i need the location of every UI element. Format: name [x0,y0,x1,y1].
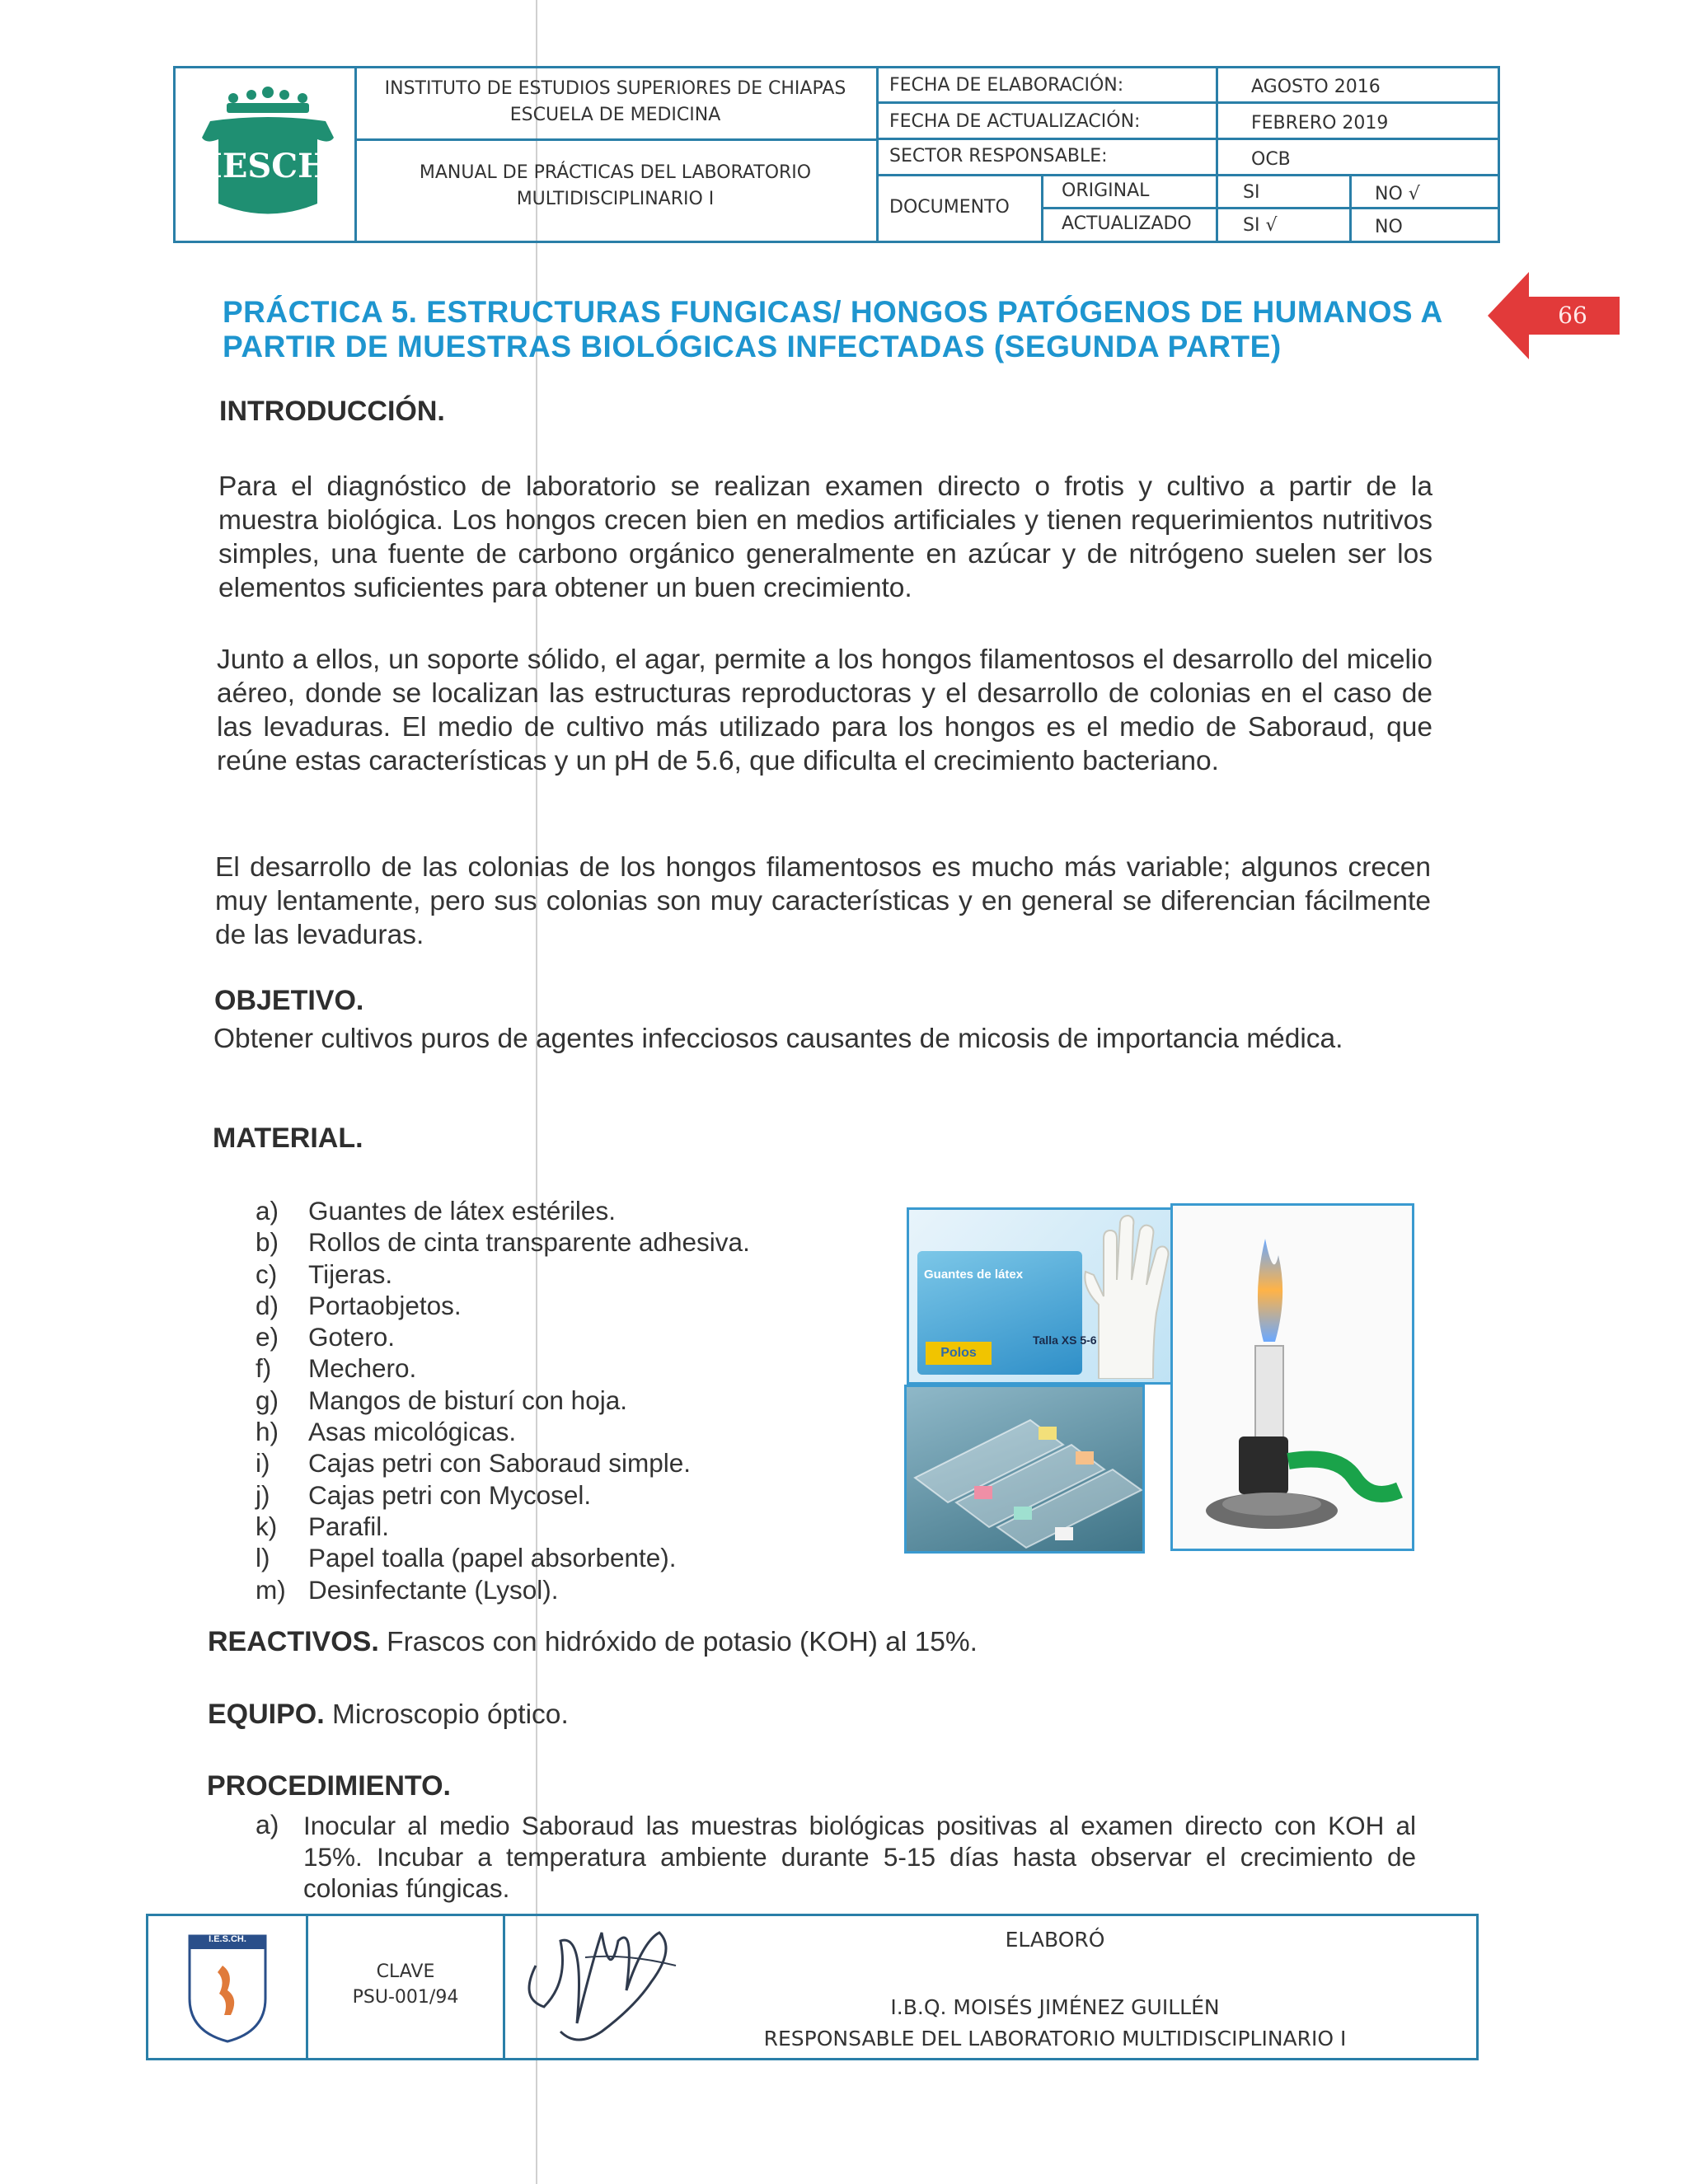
gloves-box-brand: Polos [926,1342,992,1365]
list-item [256,1447,750,1479]
material-heading: MATERIAL. [213,1122,363,1154]
list-item-letter: b) [256,1227,279,1258]
document-header-table [173,66,1500,243]
equipo-text: Microscopio óptico. [332,1699,569,1730]
intro-paragraph-2: Junto a ellos, un soporte sólido, el agar, permite a los hongos filamentosos el desarrollo del micelio aéreo, donde se localizan las estructuras reproductoras y el desarrollo de colonias en el caso de las levaduras. El medio de cultivo más utilizado para los hongos es el medio de Saboraud, que reúne estas características y un pH de 5.6, que dificulta el crecimiento bacteriano. [217,644,1432,776]
list-item-text: Cajas petri con Mycosel. [308,1479,592,1510]
list-item [256,1416,750,1447]
list-item [256,1195,750,1226]
list-item-letter: i) [256,1448,270,1479]
list-item [256,1511,750,1542]
slides-image [904,1385,1145,1554]
list-item-letter: g) [256,1385,279,1415]
original-no: NO √ [1375,184,1420,204]
author-role: RESPONSABLE DEL LABORATORIO MULTIDISCIPLINARIO I [763,2027,1347,2050]
list-item [256,1574,750,1605]
microscope-slide-icon [907,1387,1145,1554]
iesch-logo [194,80,342,228]
list-item-letter: c) [256,1258,278,1289]
institution-line1: INSTITUTO DE ESTUDIOS SUPERIORES DE CHIAPAS [384,78,846,99]
page-number-arrow [1488,272,1620,359]
document-footer-table [146,1914,1479,2060]
gloves-box-size: Talla XS 5-6 [1033,1333,1097,1347]
seal-text: I.E.S.CH. [209,1934,246,1944]
author-name: I.B.Q. MOISÉS JIMÉNEZ GUILLÉN [890,1995,1220,2019]
actualizado-no: NO [1375,217,1403,237]
list-item-letter: d) [256,1290,279,1320]
list-item-text: Asas micológicas. [308,1417,517,1447]
title-line1: PRÁCTICA 5. ESTRUCTURAS FUNGICAS/ HONGOS PATÓGENOS DE HUMANOS A [223,295,1443,329]
fecha-elaboracion-label: FECHA DE ELABORACIÓN: [889,75,1124,96]
list-item [256,1321,750,1352]
list-item [256,1385,750,1416]
clave-label: CLAVE [376,1961,435,1982]
list-item-letter: a) [256,1196,279,1226]
intro-paragraph-1: Para el diagnóstico de laboratorio se realizan examen directo o frotis y cultivo a partir de la muestra biológica. Los hongos crecen bien en medios artificiales y tienen requerimientos nutritivos simples, una fuente de carbono orgánico generalmente en azúcar y de nitrógeno suelen ser los elementos suficientes para obtener un buen crecimiento. [218,471,1432,603]
list-item-text: Papel toalla (papel absorbente). [308,1543,677,1573]
objetivo-heading: OBJETIVO. [214,985,364,1016]
latex-gloves-image [907,1207,1179,1385]
list-item-text: Rollos de cinta transparente adhesiva. [308,1227,750,1258]
list-item-text: Portaobjetos. [308,1290,462,1320]
reactivos-text: Frascos con hidróxido de potasio (KOH) al 15%. [387,1627,978,1657]
fecha-actualizacion-value: FEBRERO 2019 [1251,113,1389,134]
procedimiento-a-letter: a) [256,1810,279,1840]
list-item-letter: k) [256,1511,278,1541]
list-item-text: Guantes de látex estériles. [308,1196,616,1226]
list-item-text: Desinfectante (Lysol). [308,1574,559,1605]
list-item [256,1479,750,1511]
equipo-heading: EQUIPO. [208,1699,325,1730]
institution-line2: ESCUELA DE MEDICINA [509,105,721,125]
reactivos-line [208,1625,1444,1659]
fecha-actualizacion-label: FECHA DE ACTUALIZACIÓN: [889,111,1141,132]
gloves-box-label: Guantes de látex [924,1268,1024,1282]
list-item-text: Parafil. [308,1511,390,1541]
fecha-elaboracion-value: AGOSTO 2016 [1251,77,1381,97]
logo-text: IESCH [207,147,329,185]
list-item-letter: m) [256,1574,286,1605]
actualizado-label: ACTUALIZADO [1062,213,1192,234]
objetivo-text: Obtener cultivos puros de agentes infecciosos causantes de micosis de importancia médica. [213,1024,1343,1054]
elaboro-label: ELABORÓ [1005,1928,1105,1952]
page-number: 66 [1558,302,1587,329]
list-item-letter: l) [256,1543,270,1573]
list-item-text: Cajas petri con Saboraud simple. [308,1448,691,1479]
original-label: ORIGINAL [1062,180,1150,201]
list-item-text: Gotero. [308,1322,396,1352]
list-item-letter: e) [256,1322,279,1352]
list-item [256,1258,750,1290]
clave-value: PSU-001/94 [352,1987,459,2008]
title-line2: PARTIR DE MUESTRAS BIOLÓGICAS INFECTADAS (SEGUNDA PARTE) [223,330,1282,363]
manual-line2: MULTIDISCIPLINARIO I [516,189,715,209]
list-item-letter: f) [256,1353,272,1384]
original-si: SI [1243,182,1260,203]
intro-heading: INTRODUCCIÓN. [219,396,445,427]
list-item [256,1352,750,1384]
manual-line1: MANUAL DE PRÁCTICAS DEL LABORATORIO [419,162,812,183]
footer-seal [185,1933,270,2044]
bunsen-burner-image [1170,1203,1414,1551]
documento-label: DOCUMENTO [889,197,1010,218]
procedimiento-a-text: Inocular al medio Saboraud las muestras biológicas positivas al examen directo con KOH al 15%. Incubar a temperatura ambiente durante 5-15 días hasta observar el crecimiento de colonias fúngicas. [303,1811,1416,1903]
sector-value: OCB [1251,149,1291,170]
reactivos-heading: REACTIVOS. [208,1626,379,1657]
list-item-text: Mangos de bisturí con hoja. [308,1385,627,1415]
list-item-text: Tijeras. [308,1258,393,1289]
equipo-line [208,1698,1444,1732]
list-item [256,1226,750,1258]
page-title [223,295,1459,364]
actualizado-si: SI √ [1243,215,1278,236]
intro-paragraph-3: El desarrollo de las colonias de los hongos filamentosos es mucho más variable; algunos crecen muy lentamente, pero sus colonias son muy características y en general se diferencian fácilmente de las levaduras. [215,852,1431,950]
list-item [256,1290,750,1321]
glove-icon [1074,1214,1179,1379]
bunsen-burner-icon [1173,1206,1412,1549]
list-item [256,1542,750,1573]
list-item-letter: h) [256,1417,279,1447]
material-list [256,1195,750,1605]
sector-label: SECTOR RESPONSABLE: [889,146,1108,166]
procedimiento-heading: PROCEDIMIENTO. [207,1770,451,1802]
list-item-text: Mechero. [308,1353,417,1384]
list-item-letter: j) [256,1479,270,1510]
